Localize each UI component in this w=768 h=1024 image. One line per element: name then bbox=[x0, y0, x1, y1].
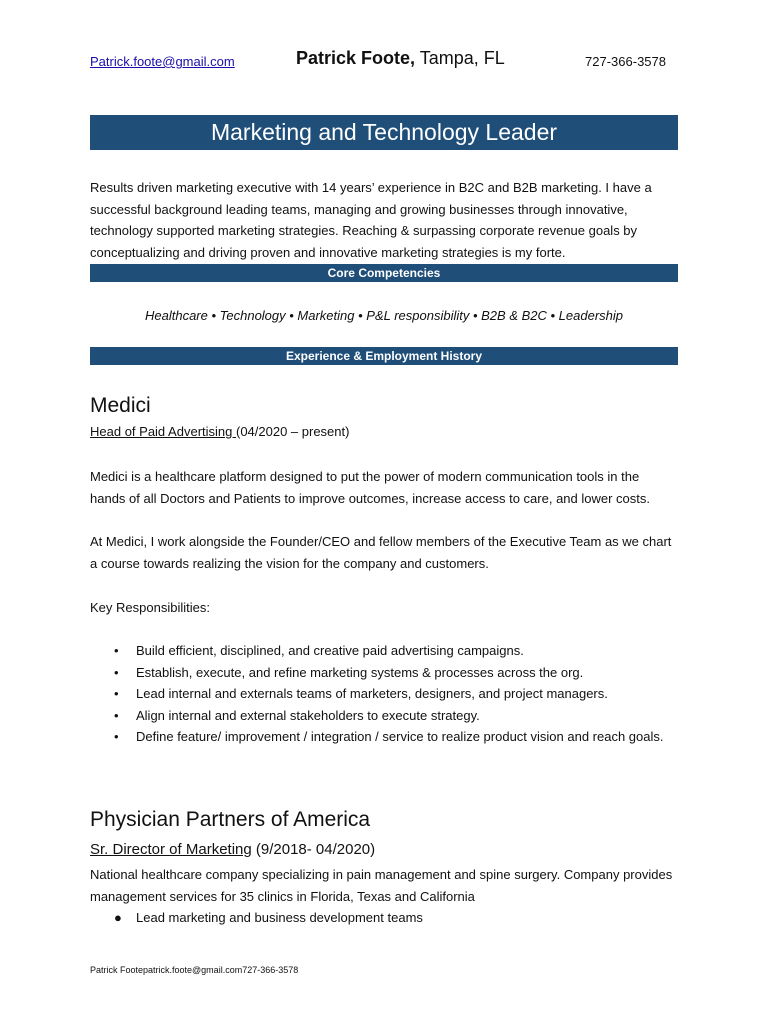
summary-paragraph: Results driven marketing executive with 14 years’ experience in B2C and B2B marketing. I have a successful background leading teams, managing and growing businesses through innovative, technology supported marketing strategies. Reaching & surpassing corporate revenue goals by conceptualizing and driving proven and innovative marketing strategies is my forte. bbox=[90, 180, 652, 260]
key-responsibilities-label: Key Responsibilities: bbox=[90, 600, 210, 615]
list-item: • Define feature/ improvement / integration / service to realize product vision and reach goals. bbox=[90, 726, 678, 748]
email-link[interactable]: Patrick.foote@gmail.com bbox=[90, 54, 235, 69]
role-dates: (9/2018- 04/2020) bbox=[251, 841, 376, 858]
medici-work: At Medici, I work alongside the Founder/CEO and fellow members of the Executive Team as we chart a course towards realizing the vision for the company and customers. bbox=[90, 534, 672, 571]
bullet-icon: • bbox=[114, 729, 119, 744]
phone-number: 727-366-3578 bbox=[585, 54, 666, 69]
competencies-list: Healthcare • Technology • Marketing • P&L responsibility • B2B & B2C • Leadership bbox=[144, 308, 623, 323]
ppa-responsibilities bbox=[90, 907, 678, 929]
medici-responsibilities bbox=[90, 640, 678, 748]
bullet-icon: • bbox=[114, 664, 119, 680]
page-footer: Patrick Footepatrick.foote@gmail.com727-366-3578 bbox=[90, 965, 299, 975]
company-physician-partners: Physician Partners of America bbox=[90, 808, 371, 831]
bullet-icon: • bbox=[114, 707, 119, 723]
role-title: Sr. Director of Marketing bbox=[90, 841, 252, 858]
resume-title: Marketing and Technology Leader bbox=[90, 115, 678, 150]
bullet-icon: • bbox=[114, 643, 119, 658]
experience-heading: Experience & Employment History bbox=[90, 347, 678, 365]
list-item: • Lead internal and externals teams of marketers, designers, and project managers. bbox=[90, 683, 678, 705]
contact-header bbox=[90, 48, 678, 74]
list-item: • Build efficient, disciplined, and creative paid advertising campaigns. bbox=[90, 640, 678, 662]
role-dates: (04/2020 – present) bbox=[235, 424, 350, 439]
core-competencies-heading: Core Competencies bbox=[90, 264, 678, 282]
list-item: • Align internal and external stakeholders to execute strategy. bbox=[90, 705, 678, 727]
role-medici bbox=[90, 424, 349, 439]
role-title: Head of Paid Advertising bbox=[90, 424, 236, 439]
bullet-icon: • bbox=[114, 686, 119, 701]
medici-description: Medici is a healthcare platform designed to put the power of modern communication tools in the hands of all Doctors and Patients to improve outcomes, increase access to care, and lower costs. bbox=[90, 469, 650, 506]
company-medici: Medici bbox=[90, 394, 151, 417]
bullet-icon: ● bbox=[114, 910, 122, 925]
candidate-location: Tampa, FL bbox=[415, 48, 505, 68]
ppa-description: National healthcare company specializing in pain management and spine surgery. Company provides management services for 35 clinics in Florida, Texas and California bbox=[90, 867, 673, 904]
role-physician-partners bbox=[90, 841, 375, 858]
name-location bbox=[296, 48, 505, 69]
list-item: ● Lead marketing and business development teams bbox=[90, 907, 678, 929]
list-item: • Establish, execute, and refine marketing systems & processes across the org. bbox=[90, 662, 678, 684]
candidate-name: Patrick Foote, bbox=[296, 48, 416, 68]
